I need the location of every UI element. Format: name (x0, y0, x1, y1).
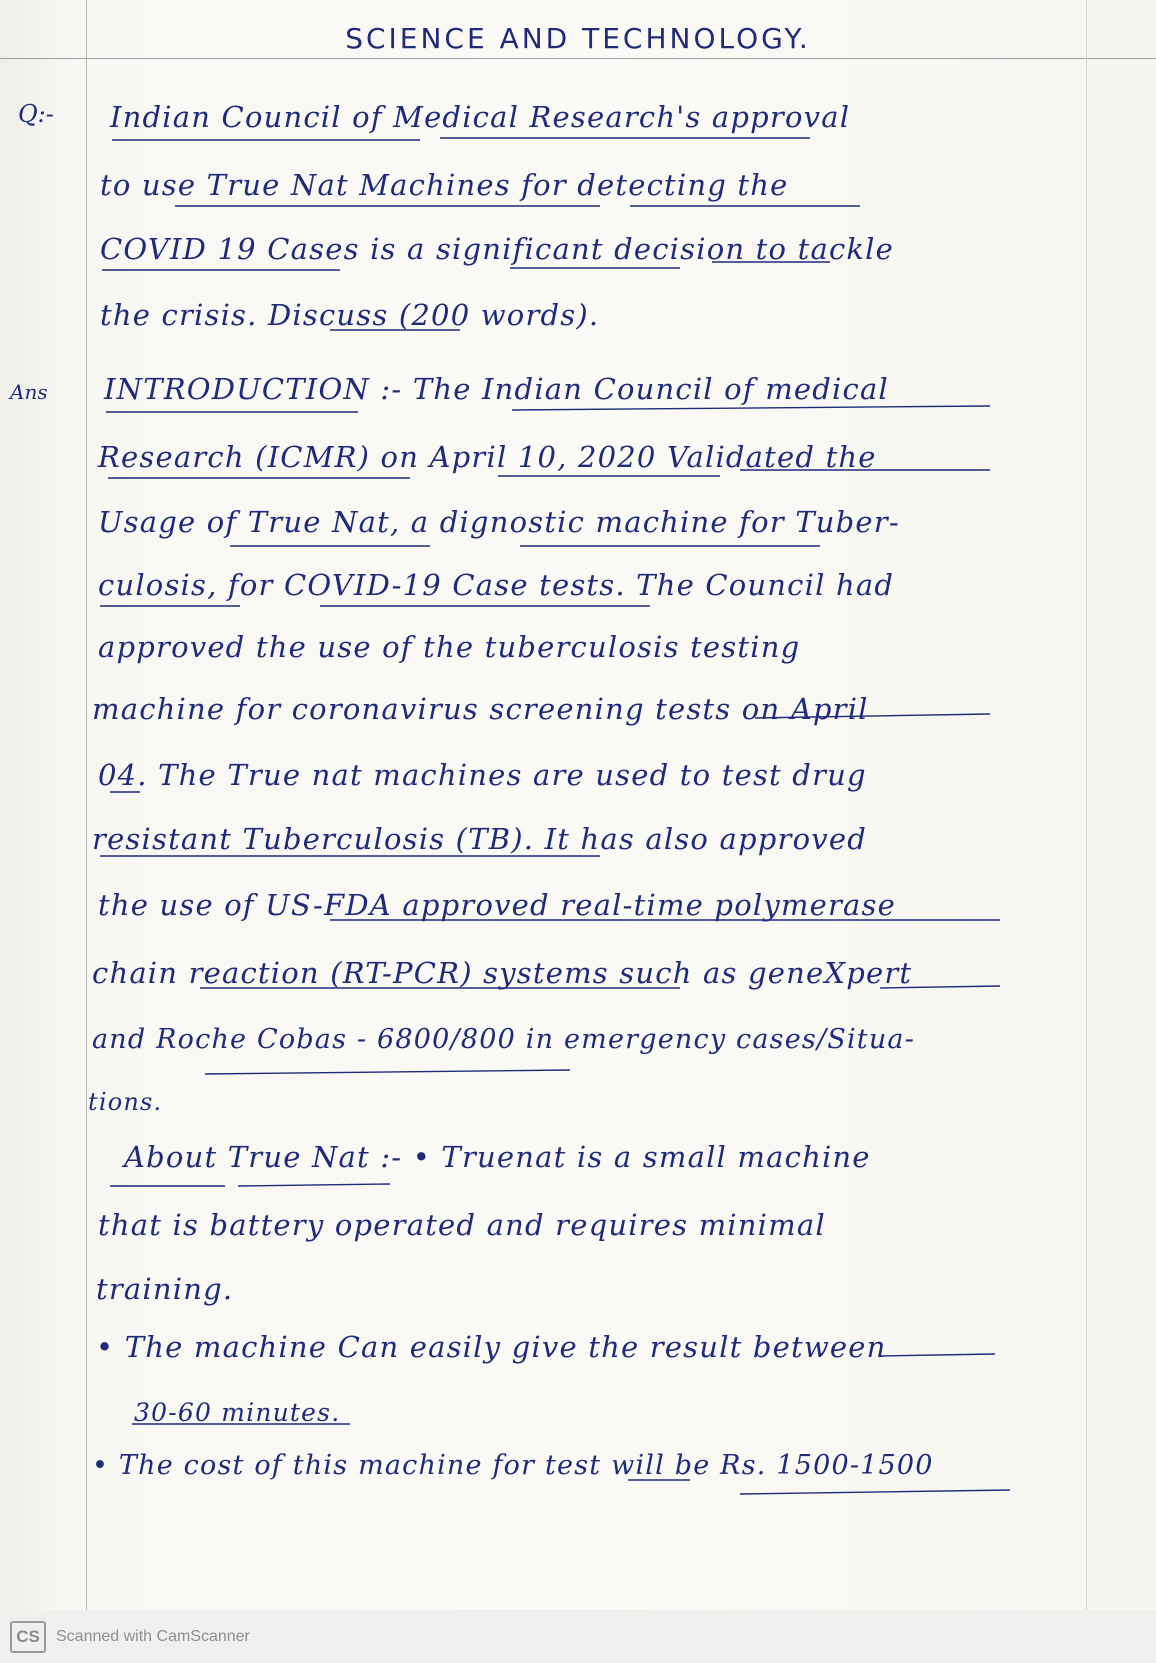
answer-line: approved the use of the tuberculosis testing (98, 630, 801, 664)
answer-line: Research (ICMR) on April 10, 2020 Validated the (98, 440, 877, 474)
answer-line: the use of US-FDA approved real-time polymerase (98, 888, 896, 922)
answer-line: training. (96, 1272, 234, 1306)
answer-heading-line: INTRODUCTION :- The Indian Council of medical (104, 372, 889, 406)
answer-line: machine for coronavirus screening tests on April (92, 692, 869, 726)
answer-line: 04. The True nat machines are used to test drug (98, 758, 867, 792)
answer-line: tions. (88, 1088, 163, 1116)
question-line: to use True Nat Machines for detecting the (100, 168, 789, 202)
question-line: COVID 19 Cases is a significant decision to tackle (100, 232, 894, 266)
question-line: Indian Council of Medical Research's approval (110, 100, 851, 134)
answer-line: Usage of True Nat, a dignostic machine for Tuber- (98, 505, 900, 539)
camscanner-logo: CS (10, 1621, 46, 1653)
camscanner-watermark: Scanned with CamScanner (56, 1627, 250, 1645)
subheading-line: About True Nat :- • Truenat is a small machine (124, 1140, 871, 1174)
answer-line: culosis, for COVID-19 Case tests. The Council had (98, 568, 895, 602)
answer-line: that is battery operated and requires minimal (98, 1208, 826, 1242)
bullet-line: • The machine Can easily give the result between (96, 1330, 887, 1364)
question-tag: Q:- (18, 100, 54, 128)
answer-tag: Ans (10, 380, 48, 404)
answer-line: 30-60 minutes. (134, 1398, 341, 1427)
bullet-line: • The cost of this machine for test will be Rs. 1500-1500 (92, 1450, 934, 1481)
answer-line: chain reaction (RT-PCR) systems such as geneXpert (92, 956, 913, 990)
question-line: the crisis. Discuss (200 words). (100, 298, 600, 332)
answer-line: and Roche Cobas - 6800/800 in emergency cases/Situa- (92, 1024, 916, 1055)
page-title: SCIENCE AND TECHNOLOGY. (345, 22, 811, 55)
scanner-footer (0, 1610, 1156, 1663)
answer-line: resistant Tuberculosis (TB). It has also approved (92, 822, 867, 856)
